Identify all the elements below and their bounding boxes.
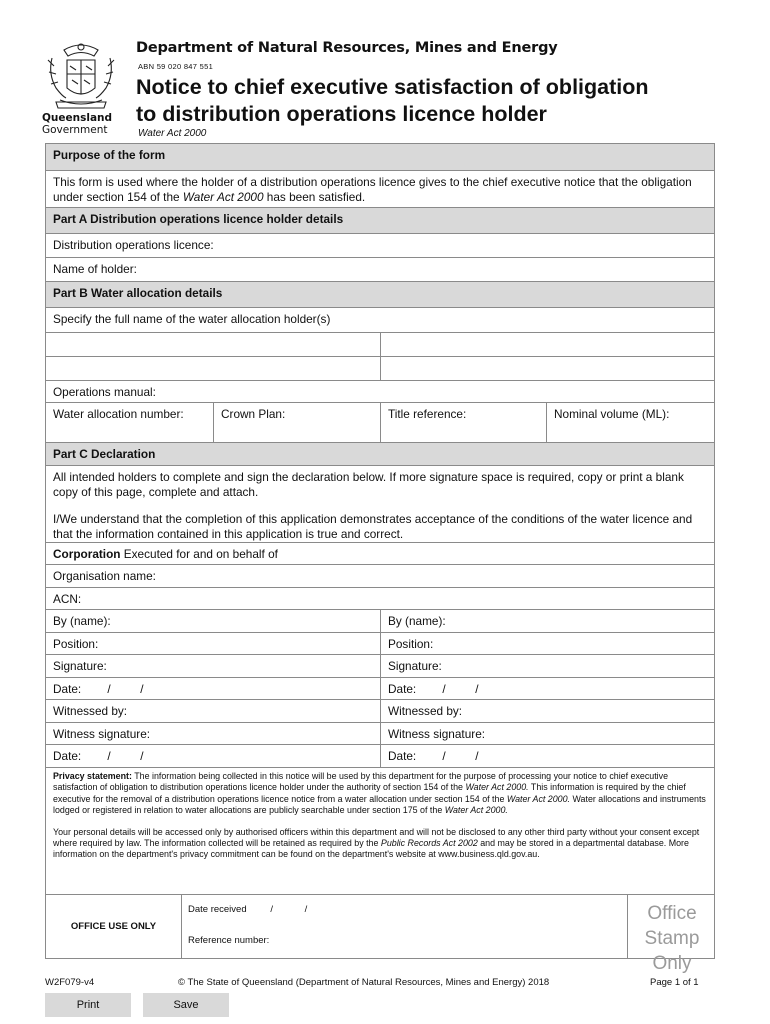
- witness-signature-row: [46, 722, 714, 744]
- corporation-row: [46, 542, 714, 564]
- licence-field[interactable]: [46, 233, 714, 257]
- by-name-field-2[interactable]: By (name):: [380, 610, 714, 632]
- department-name: Department of Natural Resources, Mines and Energy: [136, 40, 558, 56]
- privacy-paragraph-1: Privacy statement: The information being collected in this notice will be used by this department for the purpose of processing your notice to chief executive satisfaction of obligation to distribution operations licence holder under the authority of section 154 of the Water Act 2000. This information is required by the chief executive for the removal of a distribution operations licence notice from a water allocation under section 154 of the Water Act 2000. Water allocations and instruments lodged or registered in relation to water allocations are publicly searchable under section 175 of the Water Act 2000.: [53, 771, 706, 816]
- office-stamp-area: Office Stamp Only: [644, 903, 700, 974]
- office-use-label: OFFICE USE ONLY: [70, 921, 157, 932]
- form-title-line2: to distribution operations licence holder: [136, 102, 547, 126]
- office-use-box: [45, 895, 715, 974]
- nominal-volume-field[interactable]: [546, 403, 714, 442]
- holder-name-input-2a[interactable]: [46, 357, 380, 380]
- witness-signature-field-2[interactable]: Witness signature:: [380, 723, 714, 744]
- crown-plan-label: Crown Plan:: [221, 407, 286, 421]
- holder-name-row-2: [46, 356, 714, 380]
- allocation-number-label: Water allocation number:: [53, 407, 184, 421]
- form-title: [136, 74, 736, 128]
- nominal-volume-label: Nominal volume (ML):: [554, 407, 670, 421]
- position-row: [46, 632, 714, 654]
- signature-field-1[interactable]: Signature:: [53, 659, 107, 673]
- date-received-label: Date received / /: [188, 904, 308, 915]
- date-field-1[interactable]: Date: / /: [53, 682, 144, 696]
- operations-manual-field[interactable]: [46, 380, 714, 402]
- declaration-text: [46, 465, 714, 542]
- office-use-fields: [181, 895, 628, 958]
- witnessed-by-row: [46, 699, 714, 722]
- form-code: W2F079-v4: [45, 977, 95, 988]
- copyright-notice: © The State of Queensland (Department of Natural Resources, Mines and Energy) 2018: [178, 977, 550, 988]
- purpose-text: This form is used where the holder of a distribution operations licence gives to the chief executive notice that the obligation under section 154 of the Water Act 2000 has been satisfied.: [46, 170, 714, 207]
- section-header-part-a: Part A Distribution operations licence holder details: [46, 207, 714, 233]
- holder-name-field[interactable]: [46, 257, 714, 281]
- act-reference: Water Act 2000: [138, 128, 207, 139]
- witness-date-row: [46, 744, 714, 767]
- position-field-1[interactable]: Position:: [53, 637, 99, 651]
- holder-name-row-1: [46, 332, 714, 356]
- operations-manual-label: Operations manual:: [53, 385, 156, 399]
- by-name-field-1[interactable]: By (name):: [53, 614, 111, 628]
- position-field-2[interactable]: Position:: [380, 633, 714, 654]
- witness-date-field-2[interactable]: Date: / /: [380, 745, 714, 767]
- licence-label: Distribution operations licence:: [53, 238, 214, 252]
- declaration-intro: All intended holders to complete and sign the declaration below. If more signature space is required, copy or print a blank copy of this page, complete and attach.: [53, 470, 684, 499]
- organisation-name-label: Organisation name:: [53, 569, 156, 583]
- section-header-part-c: Part C Declaration: [46, 442, 714, 465]
- by-name-row: [46, 609, 714, 632]
- date-field-2[interactable]: Date: / /: [380, 678, 714, 699]
- acn-field[interactable]: [46, 587, 714, 609]
- form-body: [45, 143, 715, 895]
- signature-field-2[interactable]: Signature:: [380, 655, 714, 677]
- specify-holders-label: Specify the full name of the water allocation holder(s): [53, 312, 331, 326]
- crown-plan-field[interactable]: [213, 403, 380, 442]
- acn-label: ACN:: [53, 592, 82, 606]
- form-title-line1: Notice to chief executive satisfaction of obligation: [136, 75, 649, 99]
- title-reference-label: Title reference:: [388, 407, 467, 421]
- logo-word-government: Government: [42, 124, 108, 136]
- allocation-details-row: [46, 402, 714, 442]
- holder-name-input-1a[interactable]: [46, 333, 380, 356]
- specify-holders-row: [46, 307, 714, 332]
- witnessed-by-field-1[interactable]: Witnessed by:: [53, 704, 128, 718]
- allocation-number-field[interactable]: [46, 403, 213, 442]
- signature-row: [46, 654, 714, 677]
- section-header-part-b: Part B Water allocation details: [46, 281, 714, 307]
- holder-name-input-1b[interactable]: [380, 333, 714, 356]
- witness-date-field-1[interactable]: Date: / /: [53, 749, 144, 763]
- abn-number: ABN 59 020 847 551: [138, 62, 214, 71]
- witness-signature-field-1[interactable]: Witness signature:: [53, 727, 151, 741]
- title-reference-field[interactable]: [380, 403, 546, 442]
- declaration-understand: I/We understand that the completion of this application demonstrates acceptance of the conditions of the water licence and that the information contained in this application is true and correct.: [53, 512, 693, 541]
- corporation-label: Corporation Executed for and on behalf of: [53, 547, 278, 561]
- reference-number-label: Reference number:: [188, 935, 270, 946]
- page-number: Page 1 of 1: [650, 977, 699, 988]
- holder-name-label: Name of holder:: [53, 262, 137, 276]
- queensland-government-logo: [44, 40, 118, 138]
- date-row: [46, 677, 714, 699]
- privacy-statement: [46, 767, 714, 895]
- organisation-name-field[interactable]: [46, 564, 714, 587]
- logo-word-queensland: Queensland: [42, 112, 113, 124]
- save-button[interactable]: Save: [143, 993, 229, 1017]
- privacy-paragraph-2: Your personal details will be accessed only by authorised officers within this department and will not be disclosed to any other third party without your consent except where required by law. The information collected will be retained as required by the Public Records Act 2002 and may be stored in a departmental database. More information on the department's privacy commitment can be found on the department's website at www.business.qld.gov.au.: [53, 826, 700, 860]
- section-header-purpose: Purpose of the form: [46, 144, 714, 170]
- holder-name-input-2b[interactable]: [380, 357, 714, 380]
- witnessed-by-field-2[interactable]: Witnessed by:: [380, 700, 714, 722]
- print-button[interactable]: Print: [45, 993, 131, 1017]
